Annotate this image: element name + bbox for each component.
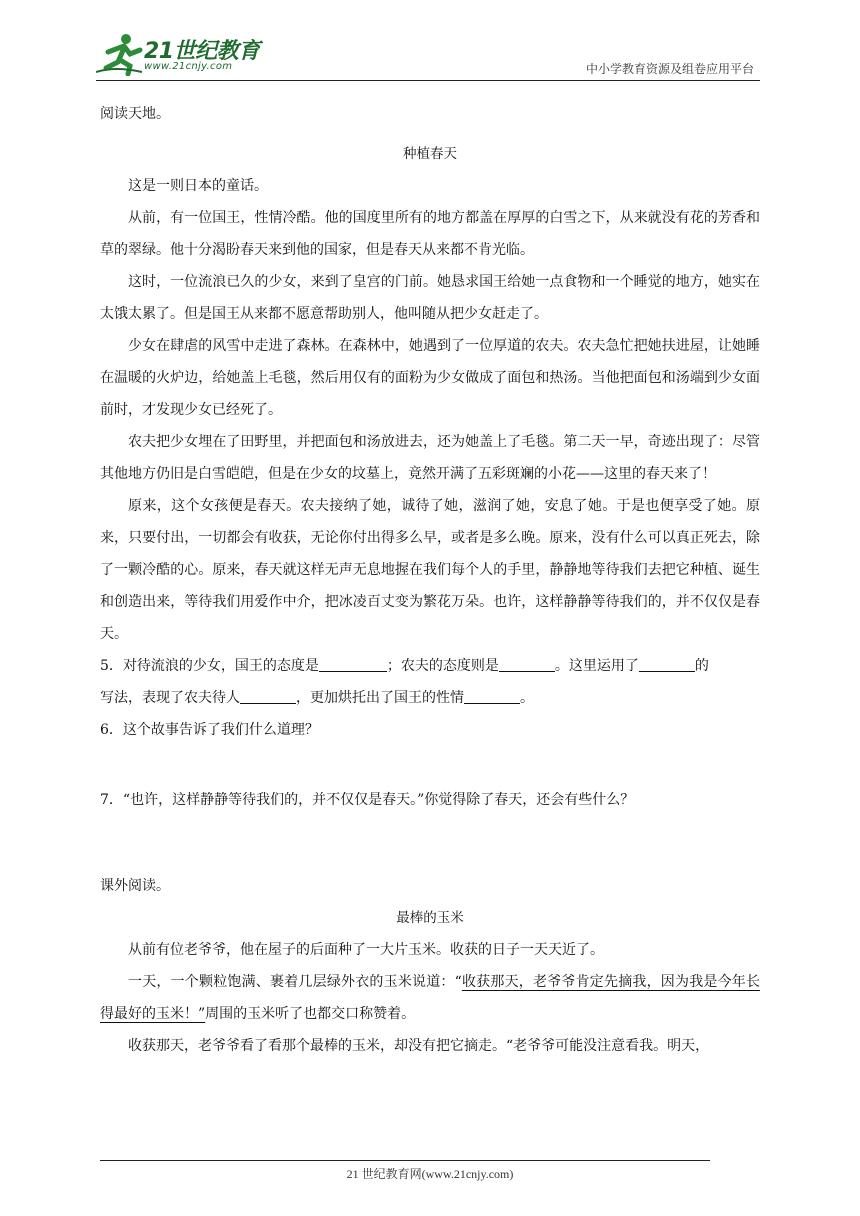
story1-paragraph: 原来，这个女孩便是春天。农夫接纳了她，诚待了她，滋润了她，安息了她。于是也便享受了她。原来，只要付出，一切都会有收获，无论你付出得多么早，或者是多么晚。原来，没有什么可以真正死去，除了一颗冷酷的心。原来，春天就这样无声无息地握在我们每个人的手里，静静地等待我们去把它种植、诞生和创造出来，等待我们用爱作中介，把冰凌百丈变为繁花万朵。也许，这样静静等待我们的，并不仅仅是春天。 (100, 498, 760, 642)
document-body (100, 98, 760, 1062)
section1-heading: 阅读天地。 (100, 106, 170, 122)
answer-space[interactable] (100, 816, 760, 870)
story1-title: 种植春天 (403, 146, 457, 162)
runner-logo-icon (96, 32, 146, 76)
question-6: 6．这个故事告诉了我们什么道理？ (100, 722, 319, 738)
story2-title: 最棒的玉米 (396, 910, 464, 926)
logo-text: 21世纪教育 (144, 39, 260, 64)
story2-paragraph: 从前有位老爷爷，他在屋子的后面种了一大片玉米。收获的日子一天天近了。 (128, 942, 604, 958)
answer-space[interactable] (100, 746, 760, 784)
story1-paragraph: 这是一则日本的童话。 (128, 178, 268, 194)
section2-heading: 课外阅读。 (100, 878, 170, 894)
question-5: 5．对待流浪的少女，国王的态度是 ；农夫的态度则是 。这里运用了 的 写法，表现了农夫待人 ，更加烘托出了国王的性情 。 (100, 650, 760, 714)
page-footer: 21 世纪教育网(www.21cnjy.com) (346, 1167, 514, 1181)
question-7: 7．“也许，这样静静等待我们的，并不仅仅是春天。”你觉得除了春天，还会有些什么？ (100, 792, 635, 808)
answer-blank[interactable] (499, 655, 555, 672)
story1-paragraph: 少女在肆虐的风雪中走进了森林。在森林中，她遇到了一位厚道的农夫。农夫急忙把她扶进屋，让她睡在温暖的火炉边，给她盖上毛毯，然后用仅有的面粉为少女做成了面包和热汤。当他把面包和汤端到少女面前时，才发现少女已经死了。 (100, 338, 760, 418)
story1-paragraph: 从前，有一位国王，性情冷酷。他的国度里所有的地方都盖在厚厚的白雪之下，从来就没有花的芳香和草的翠绿。他十分渴盼春天来到他的国家，但是春天从来都不肯光临。 (100, 210, 760, 258)
footer-divider (100, 1160, 710, 1161)
answer-blank[interactable] (464, 687, 520, 704)
platform-name: 中小学教育资源及组卷应用平台 (585, 62, 754, 76)
answer-blank[interactable] (319, 655, 387, 672)
logo (96, 32, 266, 76)
story2-paragraph: 收获那天，老爷爷看了看那个最棒的玉米，却没有把它摘走。“老爷爷可能没注意看我。明天， (128, 1038, 710, 1054)
logo-url: www.21cnjy.com (144, 61, 233, 72)
story1-paragraph: 农夫把少女埋在了田野里，并把面包和汤放进去，还为她盖上了毛毯。第二天一早，奇迹出现了：尽管其他地方仍旧是白雪皑皑，但是在少女的坟墓上，竟然开满了五彩斑斓的小花——这里的春天来了！ (100, 434, 760, 482)
story1-paragraph: 这时，一位流浪已久的少女，来到了皇宫的门前。她恳求国王给她一点食物和一个睡觉的地方，她实在太饿太累了。但是国王从来都不愿意帮助别人，他叫随从把少女赶走了。 (100, 274, 760, 322)
underlined-sentence: 收获那天，老爷爷肯定先摘我，因为我是今年长得最好的玉米！” (100, 974, 761, 1022)
answer-blank[interactable] (240, 687, 296, 704)
answer-blank[interactable] (639, 655, 695, 672)
story2-paragraph: 一天，一个颗粒饱满、裹着几层绿外衣的玉米说道：“收获那天，老爷爷肯定先摘我，因为我是今年长得最好的玉米！”周围的玉米听了也都交口称赞着。 (100, 974, 761, 1022)
page-header (96, 30, 760, 81)
